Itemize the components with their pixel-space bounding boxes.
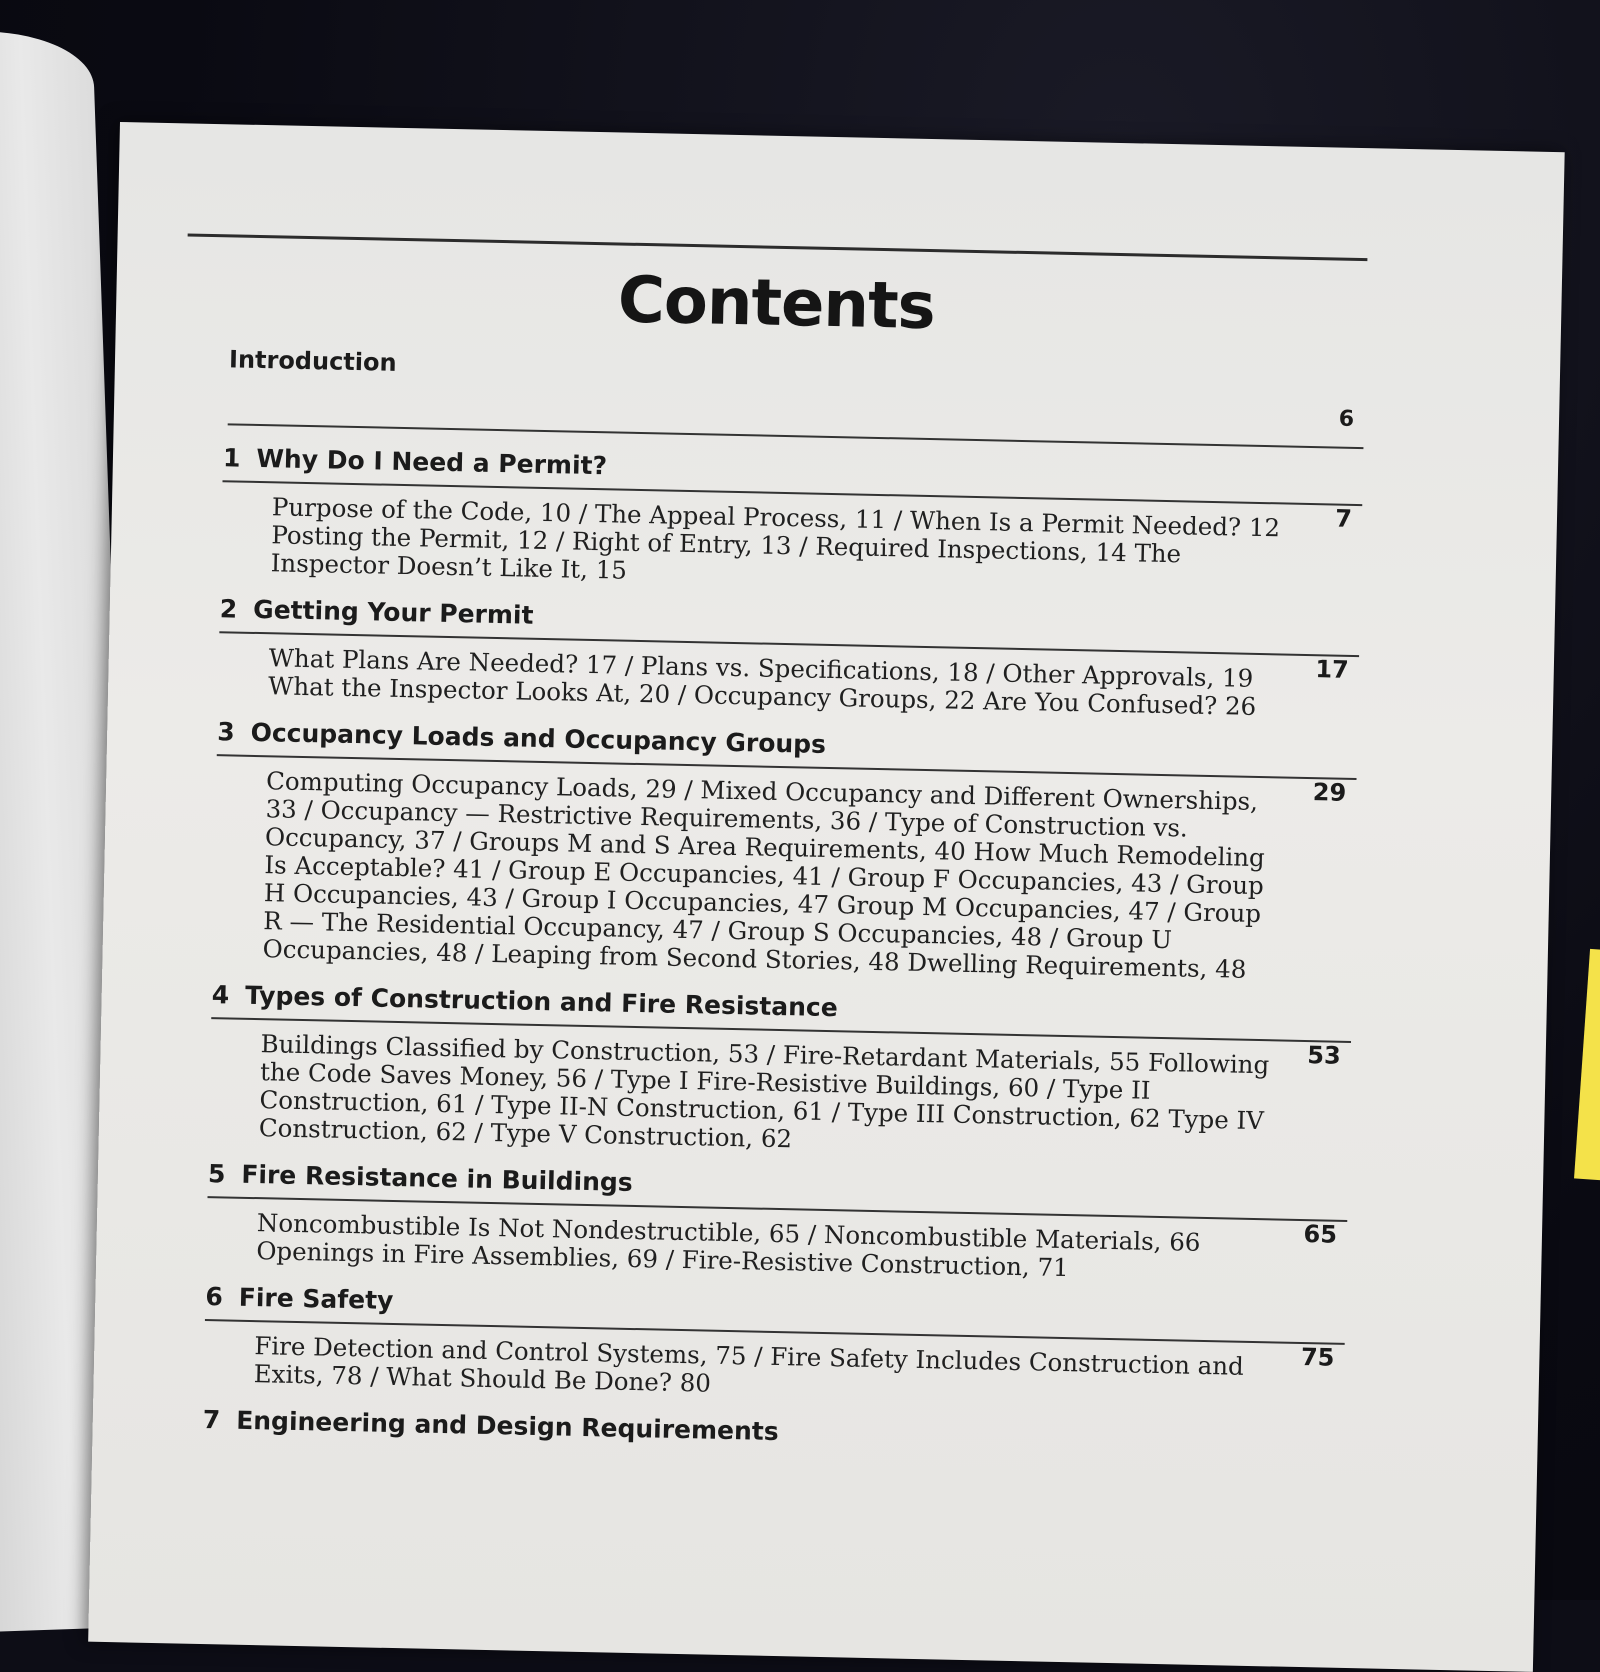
chapter-heading [205, 1282, 1345, 1335]
chapter-number: 2 [219, 594, 238, 624]
chapter-number: 1 [222, 443, 241, 473]
chapter-title: Getting Your Permit [252, 594, 534, 630]
toc-chapter-1 [181, 442, 1364, 600]
toc-chapter-3 [172, 716, 1357, 986]
top-rule [188, 233, 1368, 261]
chapter-title: Fire Resistance in Buildings [241, 1159, 633, 1197]
chapter-heading [203, 1405, 1343, 1458]
chapter-number: 5 [207, 1159, 226, 1189]
chapter-page: 53 [1307, 1041, 1342, 1070]
chapter-sections: Fire Detection and Control Systems, 75 / Fire Safety Includes Construction and Exits, 78 / What Should Be Done? 80 [253, 1331, 1245, 1398]
toc-chapter-5 [166, 1158, 1348, 1288]
chapter-number: 6 [205, 1282, 224, 1312]
chapter-sections: Purpose of the Code, 10 / The Appeal Process, 11 / When Is a Permit Needed? 12 Posting the Permit, 12 / Right of Entry, 13 / Required Inspections, 14 The Inspector Doesn’t Like It, 15 [270, 492, 1281, 585]
toc-chapter-6 [164, 1281, 1346, 1411]
page-title: Contents [617, 263, 936, 345]
chapter-sections: What Plans Are Needed? 17 / Plans vs. Specifications, 18 / Other Approvals, 19 What the Inspector Looks At, 20 / Occupancy Groups, 22 Are You Confused? 26 [267, 643, 1257, 721]
chapter-title: Fire Safety [238, 1282, 394, 1315]
chapter-heading [211, 980, 1351, 1033]
chapter-number: 3 [216, 717, 235, 747]
chapter-title: Occupancy Loads and Occupancy Groups [250, 717, 827, 759]
chapter-title: Why Do I Need a Permit? [256, 443, 608, 481]
toc [163, 233, 1368, 1457]
chapter-heading [220, 594, 1360, 647]
toc-introduction [184, 344, 1365, 449]
toc-chapter-7 [163, 1404, 1343, 1458]
chapter-heading [217, 717, 1357, 770]
introduction-rule [228, 423, 1364, 449]
introduction-label: Introduction [228, 345, 397, 377]
chapter-page: 65 [1303, 1220, 1338, 1249]
chapter-sections: Computing Occupancy Loads, 29 / Mixed Occupancy and Different Ownerships, 33 / Occupancy — Restrictive Requirements, 36 / Type of Construction vs. Occupancy, 37 / Groups M and S Area Requirements, 40 How Much Remodeling Is Acceptable? 41 / Group E Occupancies, 41 / Group F Occupancies, 43 / Group H Occupancies, 43 / Group I Occupancies, 47 Group M Occupancies, 47 / Group R — The Residential Occupancy, 47 / Group S Occupancies, 48 / Group U Occupancies, 48 / Leaping from Second Stories, 48 Dwelling Requirements, 48 [262, 766, 1266, 984]
chapter-title: Engineering and Design Requirements [235, 1405, 779, 1447]
chapter-page: 7 [1334, 504, 1353, 533]
toc-chapter-2 [178, 593, 1360, 723]
chapter-page: 29 [1312, 778, 1347, 807]
chapter-sections: Noncombustible Is Not Nondestructible, 65 / Noncombustible Materials, 66 Openings in Fire Assemblies, 69 / Fire-Resistive Construction, 71 [256, 1208, 1201, 1283]
contents-page [88, 122, 1565, 1672]
chapter-title: Types of Construction and Fire Resistance [244, 980, 839, 1023]
chapter-number: 4 [211, 980, 230, 1010]
introduction-page: 6 [1338, 406, 1355, 432]
chapter-page: 17 [1315, 655, 1350, 684]
chapter-heading [208, 1159, 1348, 1212]
chapter-page: 75 [1300, 1343, 1335, 1372]
chapter-number: 7 [202, 1405, 221, 1435]
toc-chapter-4 [169, 979, 1352, 1165]
chapter-sections: Buildings Classified by Construction, 53 / Fire-Retardant Materials, 55 Following the Code Saves Money, 56 / Type I Fire-Resistive Buildings, 60 / Type II Construction, 61 / Type II-N Construction, 61 / Type III Construction, 62 Type IV Construction, 62 / Type V Construction, 62 [258, 1029, 1270, 1154]
chapter-heading [223, 443, 1363, 496]
